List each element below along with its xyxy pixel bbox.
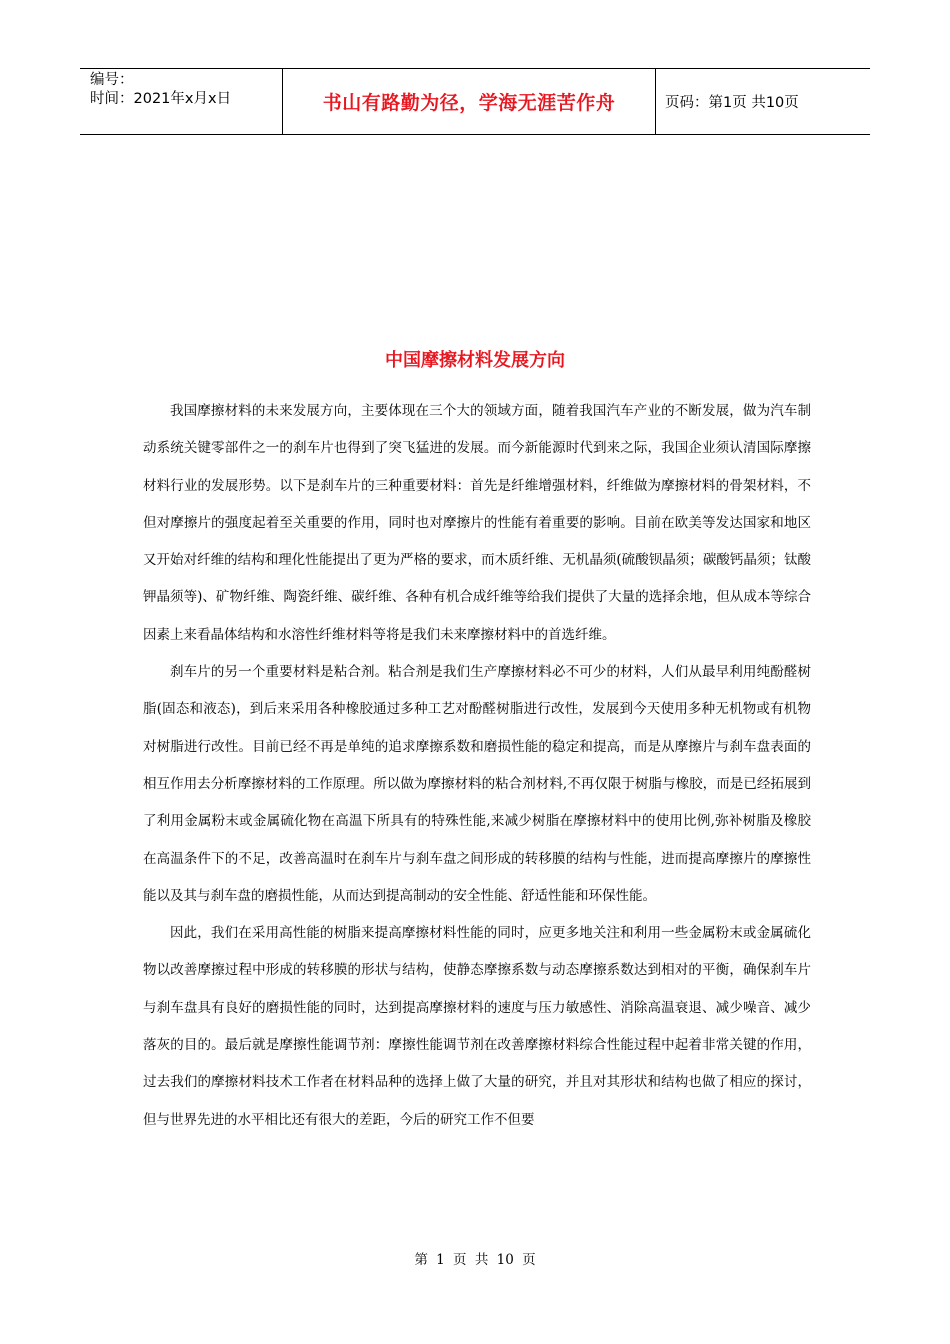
- document-body: [143, 393, 811, 1139]
- document-number-label: 编号：: [90, 72, 134, 88]
- body-paragraph: 因此，我们在采用高性能的树脂来提高摩擦材料性能的同时，应更多地关注和利用一些金属粉末或金属硫化物以改善摩擦过程中形成的转移膜的形状与结构，使静态摩擦系数与动态摩擦系数达到相对的平衡，确保刹车片与刹车盘具有良好的磨损性能的同时，达到提高摩擦材料的速度与压力敏感性、消除高温衰退、减少噪音、减少落灰的目的。最后就是摩擦性能调节剂：摩擦性能调节剂在改善摩擦材料综合性能过程中起着非常关键的作用，过去我们的摩擦材料技术工作者在材料品种的选择上做了大量的研究，并且对其形状和结构也做了相应的探讨，但与世界先进的水平相比还有很大的差距，今后的研究工作不但要: [143, 925, 811, 1128]
- page-footer: 第 1 页 共 10 页: [414, 1252, 536, 1268]
- body-paragraph: 我国摩擦材料的未来发展方向，主要体现在三个大的领域方面，随着我国汽车产业的不断发展，做为汽车制动系统关键零部件之一的刹车片也得到了突飞猛进的发展。而今新能源时代到来之际，我国企业须认清国际摩擦材料行业的发展形势。以下是刹车片的三种重要材料：首先是纤维增强材料，纤维做为摩擦材料的骨架材料，不但对摩擦片的强度起着至关重要的作用，同时也对摩擦片的性能有着重要的影响。目前在欧美等发达国家和地区又开始对纤维的结构和理化性能提出了更为严格的要求，而木质纤维、无机晶须(硫酸钡晶须；碳酸钙晶须；钛酸钾晶须等)、矿物纤维、陶瓷纤维、碳纤维、各种有机合成纤维等给我们提供了大量的选择余地，但从成本等综合因素上来看晶体结构和水溶性纤维材料等将是我们未来摩擦材料中的首选纤维。: [143, 403, 811, 643]
- header-motto: 书山有路勤为径，学海无涯苦作舟: [283, 69, 656, 134]
- header-meta-cell: [80, 69, 283, 134]
- document-title: 中国摩擦材料发展方向: [385, 350, 565, 371]
- header-table: [80, 68, 870, 135]
- body-paragraph: 刹车片的另一个重要材料是粘合剂。粘合剂是我们生产摩擦材料必不可少的材料，人们从最早利用纯酚醛树脂(固态和液态)，到后来采用各种橡胶通过多种工艺对酚醛树脂进行改性，发展到今天使用多种无机物或有机物对树脂进行改性。目前已经不再是单纯的追求摩擦系数和磨损性能的稳定和提高，而是从摩擦片与刹车盘表面的相互作用去分析摩擦材料的工作原理。所以做为摩擦材料的粘合剂材料,不再仅限于树脂与橡胶，而是已经拓展到了利用金属粉末或金属硫化物在高温下所具有的特殊性能,来减少树脂在摩擦材料中的使用比例,弥补树脂及橡胶在高温条件下的不足，改善高温时在刹车片与刹车盘之间形成的转移膜的结构与性能，进而提高摩擦片的摩擦性能以及其与刹车盘的磨损性能，从而达到提高制动的安全性能、舒适性能和环保性能。: [143, 664, 811, 904]
- header-page-info: 页码：第1页 共10页: [665, 95, 799, 111]
- document-date-label: 时间：2021年x月x日: [90, 91, 232, 107]
